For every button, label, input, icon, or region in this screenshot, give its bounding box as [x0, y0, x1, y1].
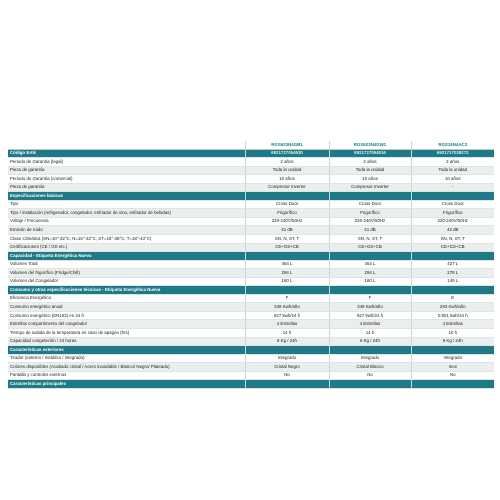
spec-table: [8, 141, 494, 389]
spec-value: 9 Kg / 24h: [411, 337, 494, 346]
section-title: Características exteriores: [8, 346, 245, 355]
spec-label: Eficiencia Energética: [8, 294, 245, 303]
spec-value: 4 Estrellas: [245, 320, 329, 329]
spec-value: 927 kwh/24 h: [245, 311, 329, 320]
spec-value: 927 kwh/24 h: [329, 311, 411, 320]
spec-row: [8, 303, 494, 312]
spec-value: 6 Kg / 24h: [329, 337, 411, 346]
spec-value: 427 L: [411, 260, 494, 269]
spec-value: 0.801 kwh/24 h: [411, 311, 494, 320]
spec-value: 6 Kg / 24h: [245, 337, 329, 346]
spec-label: Emisión de ruido: [8, 226, 245, 235]
spec-label: Colores disponibles (Acabado cristal / Acero inoxidable / Blanco/ Negro/ Plateado): [8, 363, 245, 372]
section-title: Capacidad - Etiqueta Energética Nueva: [8, 252, 245, 261]
spec-label: Periodo de Garantía (legal): [8, 158, 245, 167]
spec-value: Compresor Inverter: [329, 183, 411, 192]
spec-value: 220-240V/50Hz: [411, 217, 494, 226]
section-cell: [329, 192, 411, 201]
section-header-row: [8, 252, 494, 261]
spec-value: Integrado: [411, 354, 494, 363]
spec-table-body: [8, 141, 494, 388]
spec-row: [8, 354, 494, 363]
section-header-row: [8, 192, 494, 201]
spec-label: Capacidad congelación / 24 horas: [8, 337, 245, 346]
spec-value: Cristal Blanco: [329, 363, 411, 372]
spec-value: Compresor Inverter: [245, 183, 329, 192]
model-name: RGS15N4AC2: [411, 141, 494, 149]
spec-label: Volumen del Congelador: [8, 277, 245, 286]
spec-value: 454 L: [329, 260, 411, 269]
spec-label: Pantalla y controles externos: [8, 371, 245, 380]
spec-value: Cross Door: [411, 200, 494, 209]
section-title: Características principales: [8, 380, 245, 389]
spec-value: F: [329, 294, 411, 303]
spec-value: 10 h: [411, 329, 494, 338]
ean-value: 6921727038272: [411, 149, 494, 158]
spec-label: Tirador (externo / metálico / integrado): [8, 354, 245, 363]
spec-row: [8, 209, 494, 218]
spec-row: [8, 363, 494, 372]
spec-label: Certificaciones (CE / GS etc.): [8, 243, 245, 252]
spec-value: 294 L: [245, 269, 329, 278]
spec-value: 160 L: [329, 277, 411, 286]
spec-value: 41 dB: [329, 226, 411, 235]
spec-value: CE+GS+CB: [329, 243, 411, 252]
spec-label: Tipo: [8, 200, 245, 209]
section-title: Especificaciones básicas: [8, 192, 245, 201]
spec-value: SN, N, ST, T: [329, 235, 411, 244]
spec-label: Periodo de Garantía (comercial): [8, 175, 245, 184]
spec-value: 42 dB: [411, 226, 494, 235]
spec-row: [8, 329, 494, 338]
spec-value: 454 L: [245, 260, 329, 269]
model-name: RGS623N4GW1: [329, 141, 411, 149]
spec-value: E: [411, 294, 494, 303]
section-cell: [245, 286, 329, 295]
ean-label: Código EAN: [8, 149, 245, 158]
spec-row: [8, 311, 494, 320]
spec-label: Clase Climática (SN=10°-32°C, N=16°-32°C, ST=18°-38°C, T=18°-43°C): [8, 235, 245, 244]
spec-row: [8, 226, 494, 235]
spec-value: -: [411, 183, 494, 192]
spec-value: 10 años: [411, 175, 494, 184]
model-header-row: [8, 141, 494, 149]
spec-value: Frigorífico: [411, 209, 494, 218]
spec-value: 349 Kwh/año: [329, 303, 411, 312]
spec-value: 4 Estrellas: [329, 320, 411, 329]
spec-value: No: [329, 371, 411, 380]
spec-value: 10 años: [329, 175, 411, 184]
spec-row: [8, 294, 494, 303]
spec-row: [8, 217, 494, 226]
section-cell: [411, 286, 494, 295]
spec-value: CE+GS+CB: [245, 243, 329, 252]
spec-row: [8, 269, 494, 278]
spec-value: 220-240V/50Hz: [329, 217, 411, 226]
spec-row: [8, 235, 494, 244]
spec-value: F: [245, 294, 329, 303]
spec-value: Inox: [411, 363, 494, 372]
spec-row: [8, 166, 494, 175]
section-cell: [245, 252, 329, 261]
spec-value: 41 dB: [245, 226, 329, 235]
section-cell: [245, 346, 329, 355]
section-cell: [245, 380, 329, 389]
section-cell: [411, 252, 494, 261]
section-header-row: [8, 380, 494, 389]
spec-label: Volumen Total: [8, 260, 245, 269]
spec-row: [8, 200, 494, 209]
spec-label: Consumo energético (EN153) en 24 h: [8, 311, 245, 320]
spec-value: 14 h: [329, 329, 411, 338]
spec-value: Toda la unidad: [411, 166, 494, 175]
spec-value: 2 años: [411, 158, 494, 167]
spec-label: Pieza de garantía: [8, 183, 245, 192]
model-name: RGS623N4GB1: [245, 141, 329, 149]
spec-value: Frigorífico: [245, 209, 329, 218]
spec-value: 278 L: [411, 269, 494, 278]
spec-value: 4 Estrellas: [411, 320, 494, 329]
spec-value: 2 años: [329, 158, 411, 167]
spec-value: Cross Door: [329, 200, 411, 209]
spec-value: 10 años: [245, 175, 329, 184]
spec-row: [8, 337, 494, 346]
spec-value: Cross Door: [245, 200, 329, 209]
spec-value: CE+GS+CB: [411, 243, 494, 252]
section-cell: [329, 252, 411, 261]
section-cell: [411, 192, 494, 201]
spec-row: [8, 260, 494, 269]
section-cell: [329, 346, 411, 355]
spec-value: Toda la unidad: [245, 166, 329, 175]
spec-row: [8, 277, 494, 286]
spec-value: SN, N, ST, T: [245, 235, 329, 244]
section-header-row: [8, 286, 494, 295]
section-cell: [411, 346, 494, 355]
spec-value: 14 h: [245, 329, 329, 338]
spec-row: [8, 158, 494, 167]
ean-value: 6921727054630: [245, 149, 329, 158]
spec-label: Estrellas compartimento del congelador: [8, 320, 245, 329]
section-cell: [329, 380, 411, 389]
spec-value: Toda la unidad: [329, 166, 411, 175]
spec-value: 220-240V/50Hz: [245, 217, 329, 226]
model-header-empty: [8, 141, 245, 149]
spec-row: [8, 371, 494, 380]
spec-row: [8, 175, 494, 184]
spec-value: No: [245, 371, 329, 380]
spec-value: Cristal Negro: [245, 363, 329, 372]
spec-value: 149 L: [411, 277, 494, 286]
spec-value: 349 Kwh/año: [245, 303, 329, 312]
spec-value: No: [411, 371, 494, 380]
section-header-row: [8, 346, 494, 355]
spec-value: Integrado: [245, 354, 329, 363]
spec-value: Integrado: [329, 354, 411, 363]
spec-row: [8, 183, 494, 192]
spec-label: Consumo energético anual: [8, 303, 245, 312]
spec-value: SN, N, ST, T: [411, 235, 494, 244]
spec-value: 294 L: [329, 269, 411, 278]
ean-value: 6921727054616: [329, 149, 411, 158]
spec-value: 160 L: [245, 277, 329, 286]
ean-row: [8, 149, 494, 158]
spec-label: Pieza de garantía: [8, 166, 245, 175]
section-title: Consumo y otras especificaciones técnicas - Etiqueta Energética Nueva: [8, 286, 245, 295]
spec-value: 2 años: [245, 158, 329, 167]
spec-label: Volumen del frigorífico (Fridge/Chill): [8, 269, 245, 278]
spec-row: [8, 243, 494, 252]
spec-label: Voltaje / Frecuencia: [8, 217, 245, 226]
spec-value: 293 Kwh/año: [411, 303, 494, 312]
spec-value: Frigorífico: [329, 209, 411, 218]
spec-label: Tiempo de subida de la temperatura en caso de apagón (hrs): [8, 329, 245, 338]
spec-row: [8, 320, 494, 329]
section-cell: [329, 286, 411, 295]
section-cell: [245, 192, 329, 201]
spec-label: Tipo / instalación (refrigerador, congelador, enfriador de vino, enfriador de bebidas): [8, 209, 245, 218]
section-cell: [411, 380, 494, 389]
